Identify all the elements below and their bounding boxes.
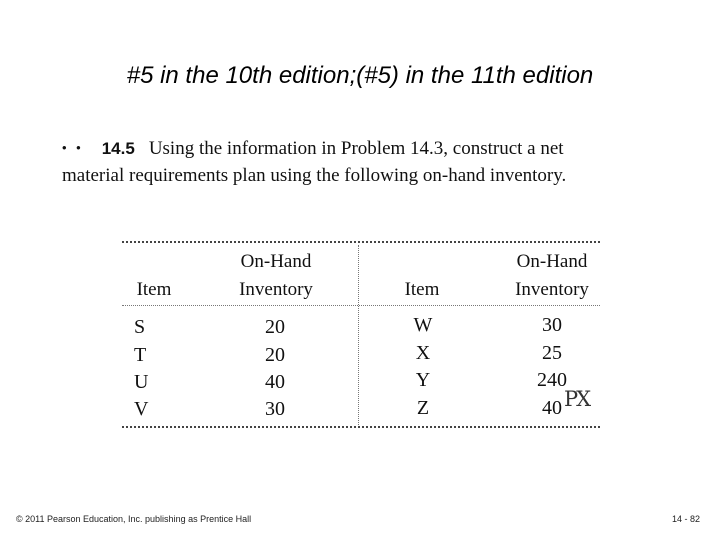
header-item-right: Item [404,279,440,300]
inventory-u: 40 [265,371,285,393]
header-onhand-right-line1: On-Hand [516,251,588,272]
slide-title: #5 in the 10th edition;(#5) in the 11th edition [126,62,594,89]
problem-text-line-2: material requirements plan using the following on-hand inventory. [62,165,567,186]
item-x: X [415,342,431,364]
footer-page-number: 14 - 82 [671,514,700,524]
problem-line-1 [62,134,662,162]
inventory-y: 240 [537,369,567,391]
inventory-t: 20 [265,344,285,366]
header-onhand-left-line2: Inventory [239,279,313,300]
header-onhand-left-line1: On-Hand [240,251,312,272]
item-z: Z [416,397,430,419]
footer-copyright: © 2011 Pearson Education, Inc. publishing as Prentice Hall [16,514,252,524]
problem-number: 14.5 [101,139,135,158]
table-bottom-rule [122,426,600,428]
inventory-x: 25 [542,342,562,364]
inventory-w: 30 [542,314,562,336]
item-t: T [134,344,147,366]
difficulty-bullets: • • [62,140,84,155]
header-onhand-right-line2: Inventory [515,279,589,300]
problem-statement [62,134,662,189]
item-u: U [134,371,149,393]
item-w: W [413,314,433,336]
pk-stamp: PX [564,387,590,411]
table-header-rule [122,305,600,306]
table-column-divider [358,245,359,425]
header-item-left: Item [136,279,172,300]
item-y: Y [415,369,431,391]
inventory-s: 20 [265,316,285,338]
table-top-rule [122,241,600,243]
inventory-table [122,241,600,428]
item-s: S [134,316,146,338]
inventory-v: 30 [265,398,285,420]
problem-text-line-1: Using the information in Problem 14.3, construct a net [148,138,564,159]
item-v: V [134,398,149,420]
inventory-z: 40 [542,397,562,419]
